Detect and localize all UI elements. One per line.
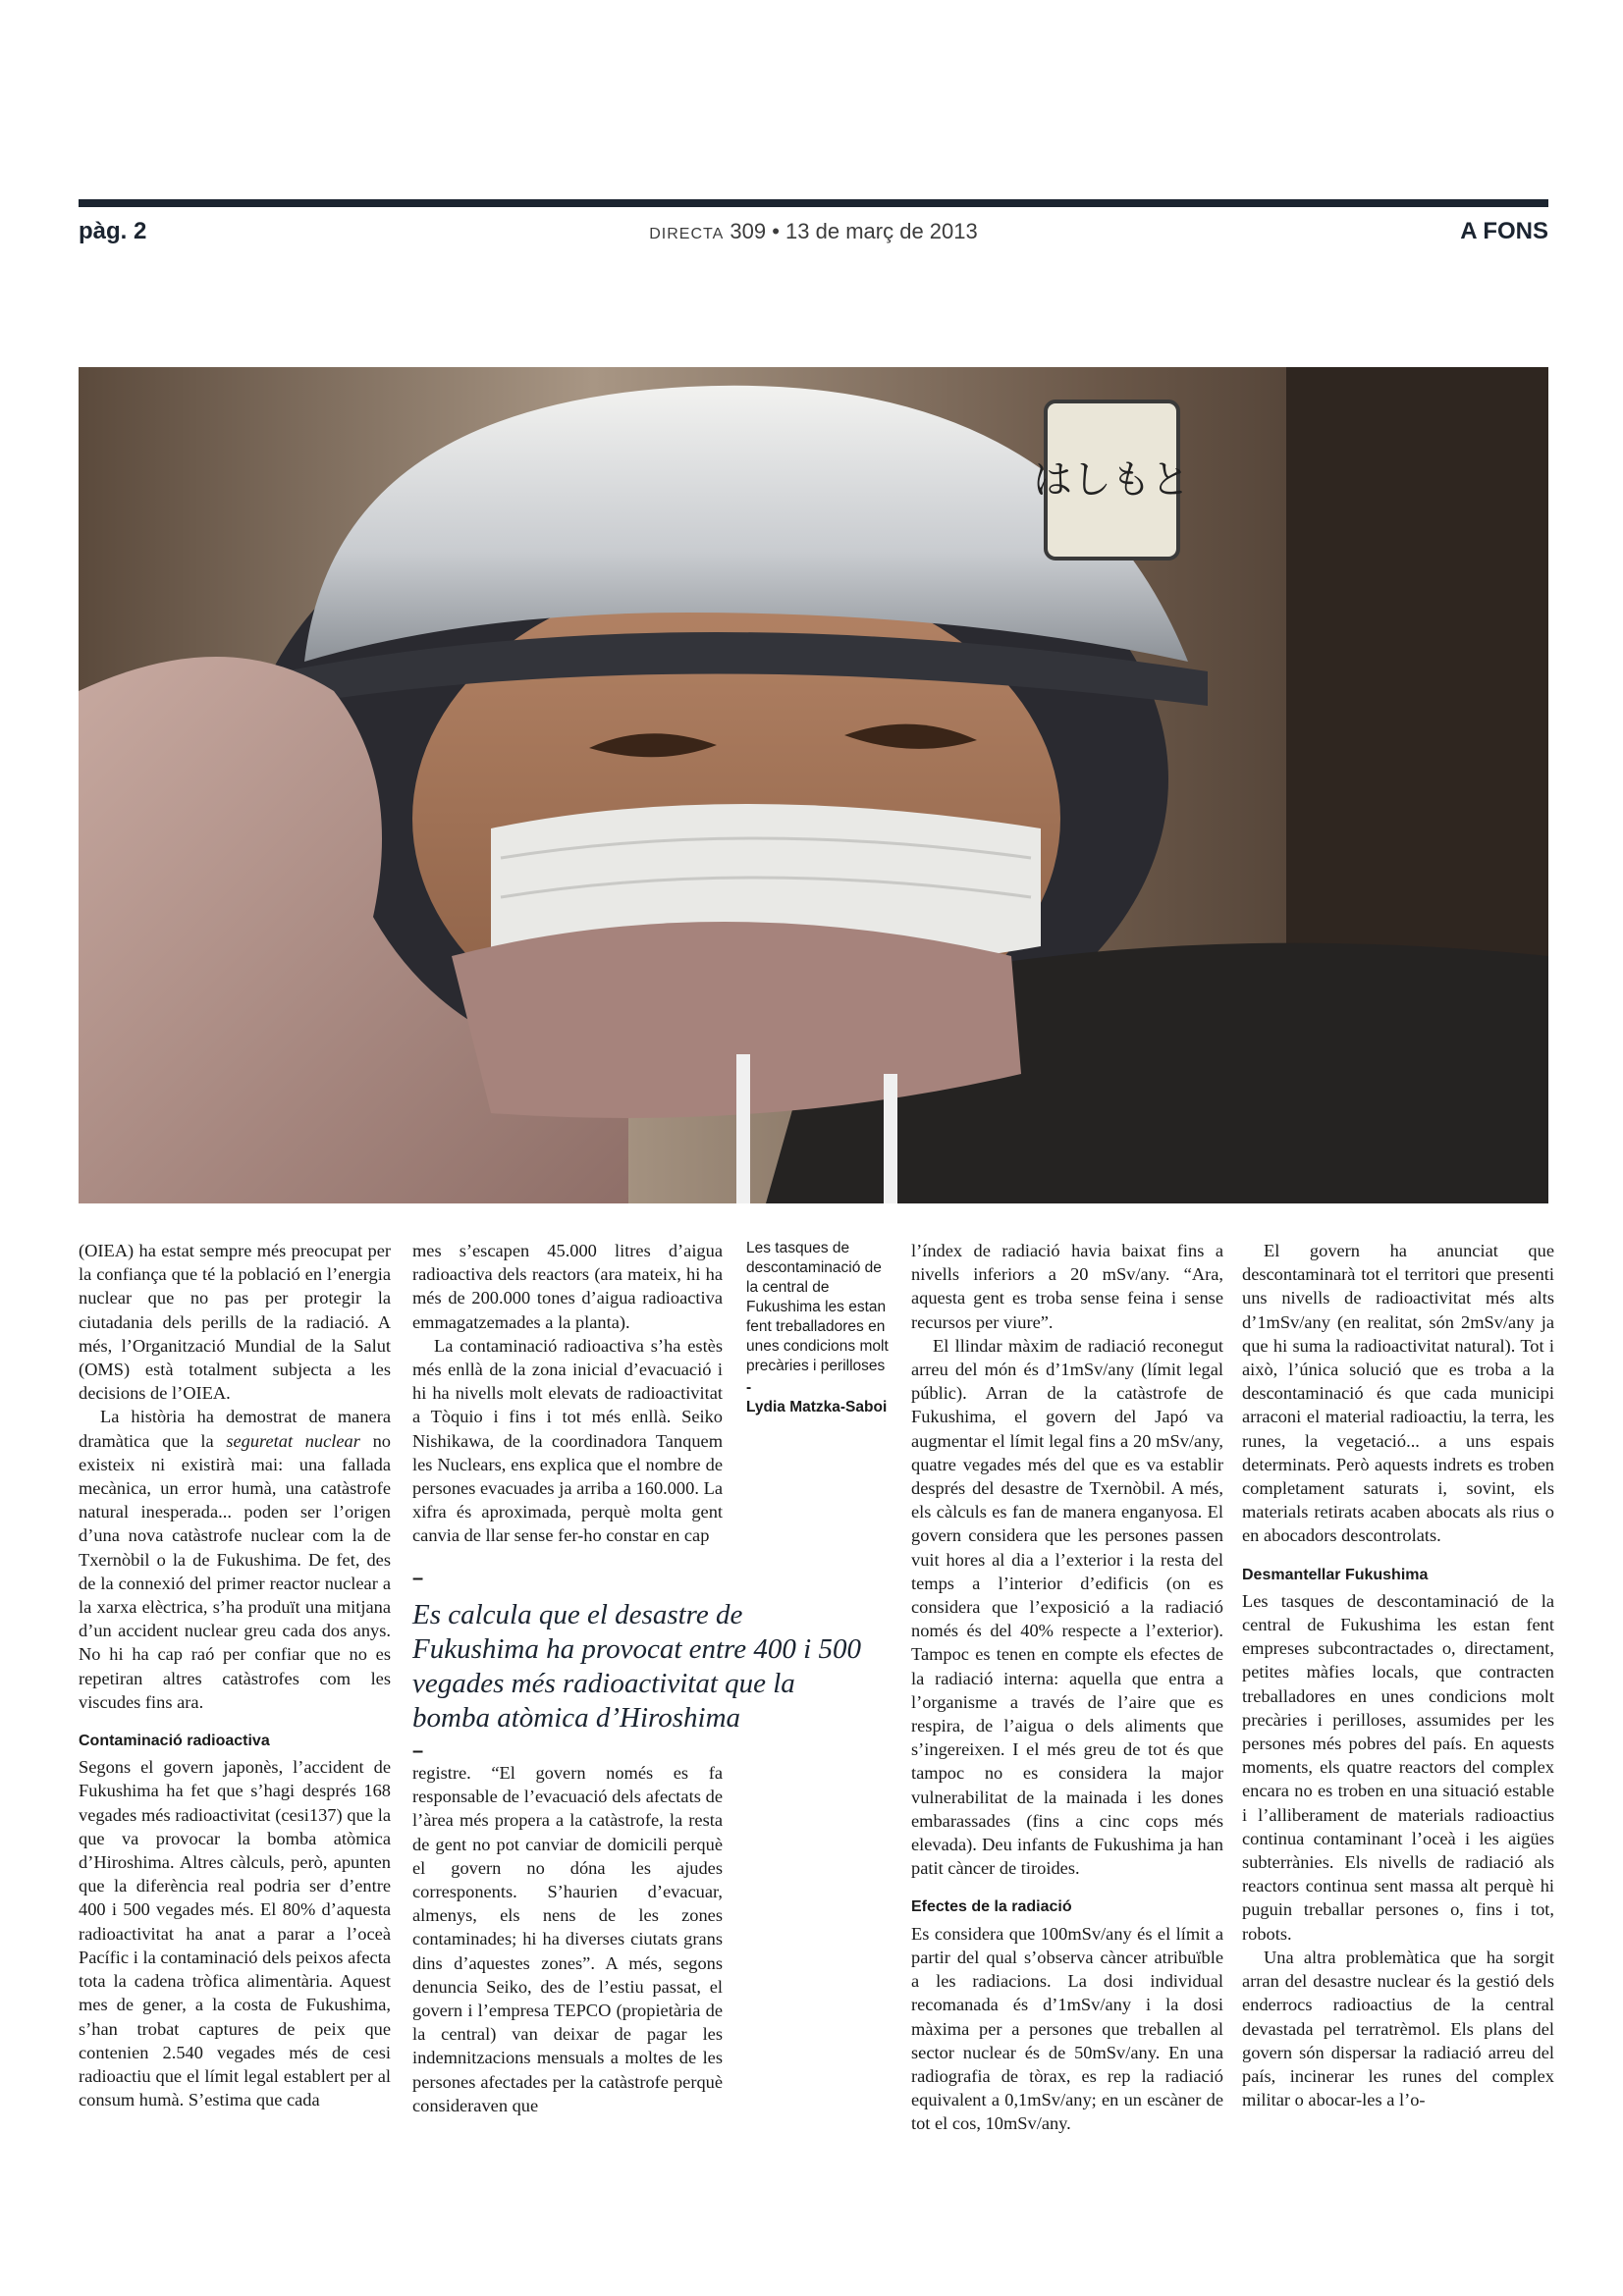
emphasis: seguretat nuclear xyxy=(226,1430,360,1451)
caption-dash: - xyxy=(746,1379,752,1396)
paragraph: l’índex de radiació havia baixat fins a nivells inferiors a 20 mSv/any. “Ara, aquesta gent es troba sense feina i sense recursos per viure”. xyxy=(911,1241,1223,1332)
worker-photo xyxy=(79,367,1548,1203)
helmet-label: はしもと xyxy=(1033,457,1190,503)
paragraph: La contaminació radioactiva s’ha estès més enllà de la zona inicial d’evacuació i hi ha nivells molt elevats de radioactivitat a Tòquio i fins i tot més enllà. Seiko Nishikawa, de la coordinadora Tanquem les Nuclears, ens explica que el nombre de persones evacuades ja arriba a 160.000. La xifra és aproximada, perquè molta gent canvia de llar sense fer-ho constar en cap xyxy=(412,1335,723,1546)
section-name: A FONS xyxy=(1460,218,1548,244)
paragraph: Una altra problemàtica que ha sorgit arran del desastre nuclear és la gestió dels enderrocs radioactius de la central devastada pel terratrèmol. Els plans del govern són dispersar la radiació arreu del país, incinerar les runes del complex militar o abocar-les a l’o- xyxy=(1242,1947,1554,2110)
issue-info xyxy=(79,219,1548,244)
article-column-3 xyxy=(911,1239,1223,2136)
article-column-1 xyxy=(79,1239,391,2111)
subheading: Efectes de la radiació xyxy=(911,1898,1072,1916)
paragraph: Segons el govern japonès, l’accident de Fukushima ha fet que s’hagi després 168 vegades més radioactivitat (cesi137) que la que va provocar la bomba atòmica d’Hiroshima. Altres càlculs, però, apunten que la diferència real podria ser d’entre 400 i 500 vegades més. El 80% d’aquesta radioactivitat ha anat a parar a l’oceà Pacífic i la contaminació dels peixos afecta tota la cadena tròfica alimentària. Aquest mes de gener, a la costa de Fukushima, s’han trobat captures de peix que contenien 2.540 vegades més de cesi radioactiu que el límit legal establert per al consum humà. S’estima que cada xyxy=(79,1757,391,2110)
article-column-2 xyxy=(412,1239,723,1548)
subheading: Desmantellar Fukushima xyxy=(1242,1566,1429,1583)
paragraph: mes s’escapen 45.000 litres d’aigua radioactiva dels reactors (ara mateix, hi ha més de 200.000 tones d’aigua radioactiva emmagatzemades a la planta). xyxy=(412,1241,723,1332)
article-column-4 xyxy=(1242,1239,1554,2111)
photo-caption xyxy=(746,1239,893,1417)
paragraph: La història ha demostrat de manera dramàtica que la seguretat nuclear no existeix ni existirà mai: una fallada mecànica, un error humà, una catàstrofe natural inesperada... poden ser l’origen d’una nova catàstrofe nuclear com la de Txernòbil o la de Fukushima. De fet, des de la connexió del primer reactor nuclear a la xarxa elèctrica, s’ha produït una mitjana d’un accident nuclear greu cada dos anys. No hi ha cap raó per confiar que no es repetiran altres catàstrofes com les viscudes fins ara. xyxy=(79,1407,391,1712)
paragraph: registre. “El govern només es fa responsable de l’evacuació dels afectats de l’àrea més propera a la catàstrofe, la resta de gent no pot canviar de domicili perquè el govern no dóna les ajudes corresponents. S’haurien d’evacuar, almenys, els nens de les zones contaminades; hi ha diverses ciutats grans dins d’aquestes zones”. A més, segons denuncia Seiko, des de l’estiu passat, el govern i l’empresa TEPCO (propietària de la central) van deixar de pagar les indemnitzacions mensuals a moltes de les persones afectades per la catàstrofe perquè consideraven que xyxy=(412,1763,723,2115)
publication-name: DIRECTA xyxy=(649,226,725,242)
page-number: pàg. 2 xyxy=(79,218,147,244)
pull-quote xyxy=(412,1569,864,1761)
issue-date: 309 • 13 de març de 2013 xyxy=(730,219,978,243)
pull-quote-dash: – xyxy=(412,1740,424,1762)
paragraph: Les tasques de descontaminació de la central de Fukushima les estan fent empreses subcontractades o, directament, petites màfies locals, que contracten treballadores en unes condicions molt precàries i perilloses, assumides per les persones més pobres del país. En aquests moments, els quatre reactors del complex encara no es troben en una situació estable i l’alliberament de materials radioactius continua contaminant l’oceà i les aigües subterrànies. Els nivells de radiació als reactors continua sent massa alt perquè hi puguin treballar persones o, fins i tot, robots. xyxy=(1242,1590,1554,1944)
paragraph: El govern ha anunciat que descontaminarà tot el territori que presenti uns nivells de radioactivitat més alts d’1mSv/any (en realitat, són 2mSv/any ja que hi suma la radioactivitat natural). Tot i això, l’única solució que es troba a la descontaminació és que cada municipi arraconi el material radioactiu, la terra, les runes, la vegetació... a uns espais determinats. Però aquests indrets es troben completament saturats i, sovint, els materials retirats acaben abocats als rius o en abocadors descontrolats. xyxy=(1242,1241,1554,1546)
pull-quote-dash: – xyxy=(412,1568,424,1589)
subheading: Contaminació radioactiva xyxy=(79,1733,270,1750)
article-column-2-continued xyxy=(412,1761,723,2117)
caption-text: Les tasques de descontaminació de la central de Fukushima les estan fent treballadores en unes condicions molt precàries i perilloses xyxy=(746,1240,889,1374)
paragraph: El llindar màxim de radiació reconegut arreu del món és d’1mSv/any (límit legal públic). Arran de la catàstrofe de Fukushima, el govern del Japó va augmentar el límit legal fins a 20 mSv/any, quatre vegades més del que es va establir després del desastre de Txernòbil. A més, els càlculs es fan de manera enganyosa. El govern considera que les persones passen vuit hores al dia a l’exterior i la resta del temps a l’interior d’edificis (on es considera que l’exposició a la radiació només és del 40% respecte a l’exterior). Tampoc es tenen en compte els efectes de la radiació interna: aquella que entra a l’organisme a través de l’aire que es respira, de l’aigua o dels aliments que s’ingereixen. I el més greu de tot és que tampoc no es considera la major vulnerabilitat de la mainada i les dones embarassades (fins a cinc cops més elevada). Deu infants de Fukushima ja han patit càncer de tiroides. xyxy=(911,1335,1223,1879)
photo-credit: Lydia Matzka-Saboi xyxy=(746,1399,888,1415)
page-header xyxy=(79,216,1548,249)
paragraph: Es considera que 100mSv/any és el límit a partir del qual s’observa càncer atribuïble a les radiacions. La dosi individual recomanada és d’1mSv/any i la dosi màxima per a persones que treballen al sector nuclear és de 50mSv/any. En una radiografia de tòrax, es rep la radiació equivalent a 0,1mSv/any; en un escàner de tot el cos, 10mSv/any. xyxy=(911,1923,1223,2134)
paragraph: (OIEA) ha estat sempre més preocupat per la confiança que té la població en l’energia nuclear que no pas per protegir la ciutadania dels perills de la radiació. A més, l’Organització Mundial de la Salut (OMS) està totalment subjecta a les decisions de l’OIEA. xyxy=(79,1241,391,1404)
top-rule xyxy=(79,199,1548,207)
pull-quote-text: Es calcula que el desastre de Fukushima ha provocat entre 400 i 500 vegades més radioactivitat que la bomba atòmica d’Hiroshima xyxy=(412,1599,861,1734)
